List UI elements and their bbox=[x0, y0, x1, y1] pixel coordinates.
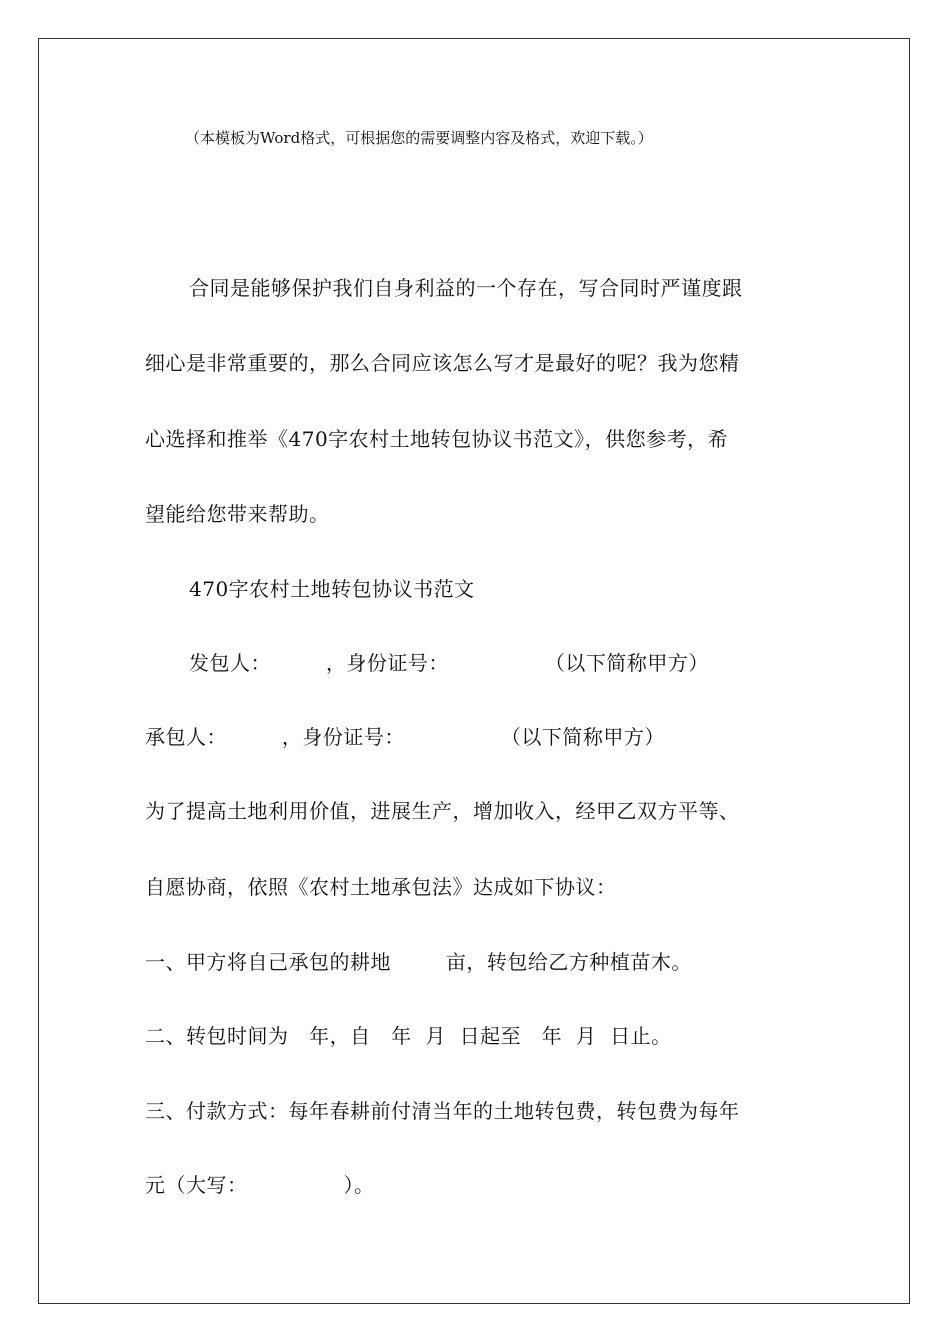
intro-line-4: 望能给您带来帮助。 bbox=[145, 502, 330, 526]
clause-3-continued: 元（大写： ）。 bbox=[145, 1173, 375, 1197]
intro-line-3: 心选择和推举《470字农村土地转包协议书范文》，供您参考，希 bbox=[145, 427, 729, 451]
template-note: （本模板为Word格式，可根据您的需要调整内容及格式，欢迎下载。） bbox=[185, 129, 653, 147]
intro-line-2: 细心是非常重要的，那么合同应该怎么写才是最好的呢？我为您精 bbox=[145, 351, 740, 375]
clause-1: 一、甲方将自己承包的耕地 亩，转包给乙方种植苗木。 bbox=[145, 950, 692, 974]
clause-2: 二、转包时间为 年，自 年 月 日起至 年 月 日止。 bbox=[145, 1024, 672, 1048]
party-b-line: 承包人： ，身份证号： （以下简称甲方） bbox=[145, 725, 665, 749]
document-title: 470字农村土地转包协议书范文 bbox=[189, 577, 475, 601]
clause-3: 三、付款方式：每年春耕前付清当年的土地转包费，转包费为每年 bbox=[145, 1099, 740, 1123]
intro-line-1: 合同是能够保护我们自身利益的一个存在，写合同时严谨度跟 bbox=[189, 276, 743, 300]
preamble-line-2: 自愿协商，依照《农村土地承包法》达成如下协议： bbox=[145, 875, 617, 899]
preamble-line-1: 为了提高土地利用价值，进展生产，增加收入，经甲乙双方平等、 bbox=[145, 799, 740, 823]
party-a-line: 发包人： ，身份证号： （以下简称甲方） bbox=[189, 651, 709, 675]
